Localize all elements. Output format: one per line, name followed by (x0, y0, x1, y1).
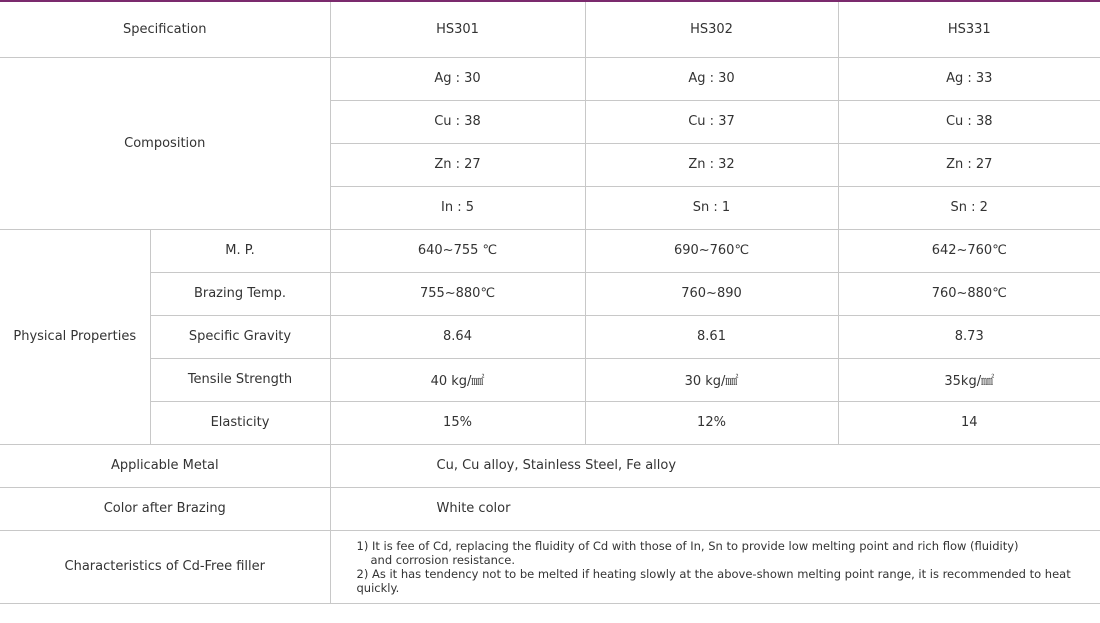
composition-cell: Zn : 27 (838, 143, 1100, 186)
composition-cell: In : 5 (330, 186, 585, 229)
property-value: 8.73 (838, 315, 1100, 358)
composition-cell: Sn : 2 (838, 186, 1100, 229)
property-value: 35kg/㎟ (838, 358, 1100, 401)
property-value: 642~760℃ (838, 229, 1100, 272)
property-name: Elasticity (150, 401, 330, 444)
property-value: 755~880℃ (330, 272, 585, 315)
composition-cell: Zn : 27 (330, 143, 585, 186)
composition-cell: Sn : 1 (585, 186, 838, 229)
product-header-hs301: HS301 (330, 1, 585, 57)
physical-row-melting-point (0, 229, 1100, 272)
composition-cell: Zn : 32 (585, 143, 838, 186)
composition-cell: Cu : 38 (330, 100, 585, 143)
property-value: 640~755 ℃ (330, 229, 585, 272)
property-value: 760~880℃ (838, 272, 1100, 315)
physical-row-specific-gravity (0, 315, 1100, 358)
property-value: 30 kg/㎟ (585, 358, 838, 401)
characteristics-label: Characteristics of Cd-Free filler (0, 530, 330, 603)
color-after-brazing-value: White color (330, 487, 1100, 530)
composition-cell: Ag : 30 (585, 57, 838, 100)
applicable-metal-row (0, 444, 1100, 487)
composition-cell: Ag : 30 (330, 57, 585, 100)
characteristics-line: 1) It is fee of Cd, replacing the fluidity of Cd with those of In, Sn to provide low melting point and rich flow (fluidity) (356, 538, 1019, 553)
product-header-hs331: HS331 (838, 1, 1100, 57)
property-value: 690~760℃ (585, 229, 838, 272)
property-value: 760~890 (585, 272, 838, 315)
property-value: 8.61 (585, 315, 838, 358)
color-after-brazing-label: Color after Brazing (0, 487, 330, 530)
physical-properties-label: Physical Properties (0, 229, 150, 444)
property-value: 40 kg/㎟ (330, 358, 585, 401)
characteristics-row (0, 530, 1100, 603)
color-after-brazing-row (0, 487, 1100, 530)
applicable-metal-label: Applicable Metal (0, 444, 330, 487)
characteristics-text (330, 530, 1100, 603)
property-name: Tensile Strength (150, 358, 330, 401)
applicable-metal-value: Cu, Cu alloy, Stainless Steel, Fe alloy (330, 444, 1100, 487)
composition-cell: Ag : 33 (838, 57, 1100, 100)
property-name: M. P. (150, 229, 330, 272)
property-value: 15% (330, 401, 585, 444)
spec-header-cell: Specification (0, 1, 330, 57)
characteristics-line: and corrosion resistance. (370, 552, 515, 567)
property-value: 14 (838, 401, 1100, 444)
physical-row-brazing-temp (0, 272, 1100, 315)
product-header-hs302: HS302 (585, 1, 838, 57)
composition-label: Composition (0, 57, 330, 229)
header-row (0, 1, 1100, 57)
characteristics-line: 2) As it has tendency not to be melted if heating slowly at the above-shown melting point range, it is recommended to heat quickly. (356, 566, 1071, 595)
property-value: 12% (585, 401, 838, 444)
physical-row-elasticity (0, 401, 1100, 444)
property-name: Brazing Temp. (150, 272, 330, 315)
composition-cell: Cu : 38 (838, 100, 1100, 143)
composition-cell: Cu : 37 (585, 100, 838, 143)
property-value: 8.64 (330, 315, 585, 358)
physical-row-tensile-strength (0, 358, 1100, 401)
composition-row (0, 57, 1100, 100)
property-name: Specific Gravity (150, 315, 330, 358)
